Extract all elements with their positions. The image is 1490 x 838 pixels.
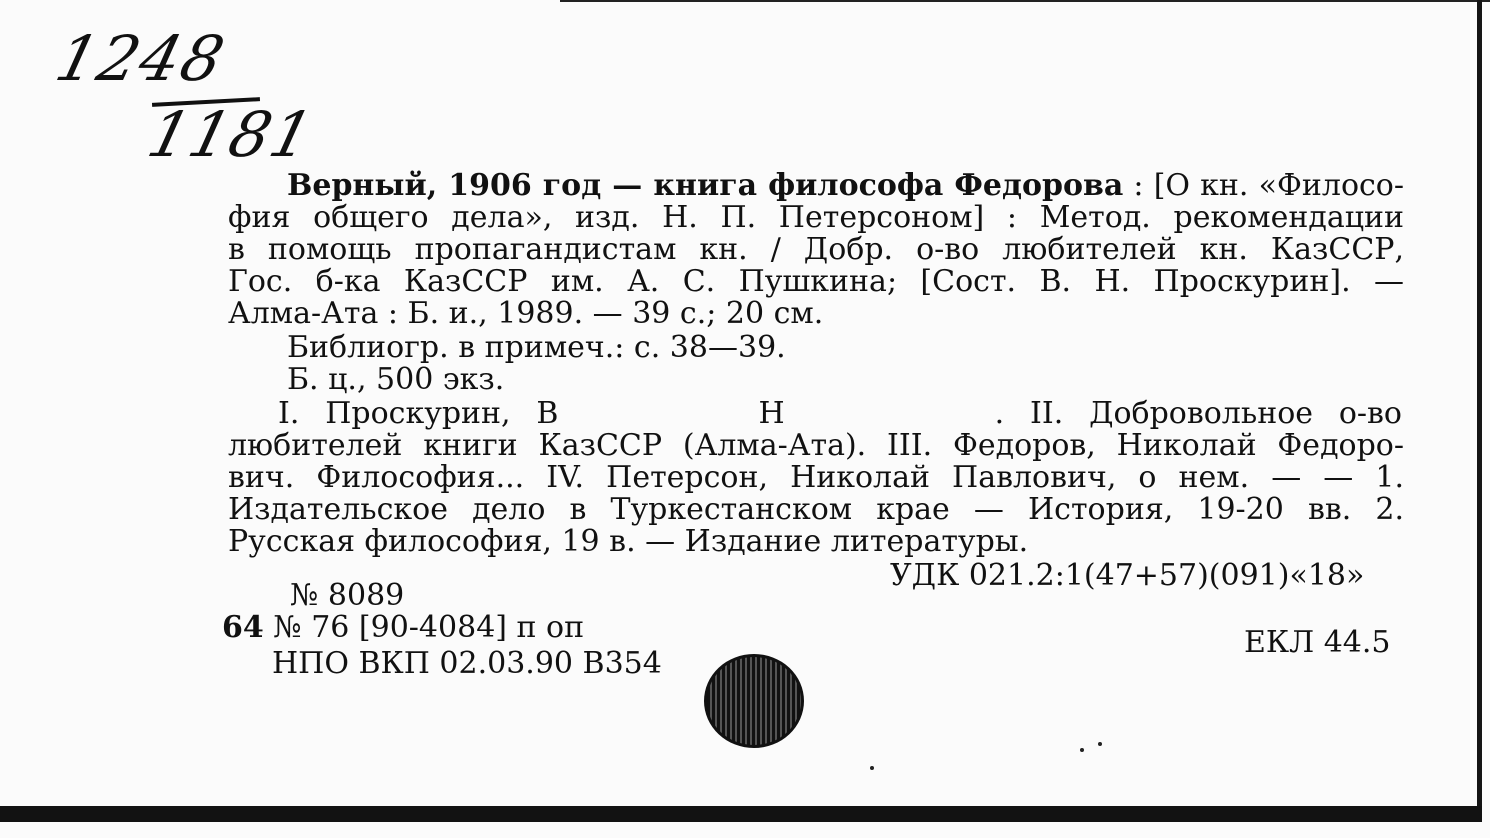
npo-line: НПО ВКП 02.03.90 В354 bbox=[272, 646, 662, 681]
speck bbox=[870, 766, 874, 770]
punch-hole bbox=[704, 654, 804, 748]
order-rest: № 76 [90-4084] п оп bbox=[263, 610, 585, 645]
tracing-line-3: вич. Философия... IV. Петерсон, Николай Павлович, о нем. — — 1. bbox=[228, 460, 1404, 495]
tracing-line-5: Русская философия, 19 в. — Издание литературы. bbox=[228, 524, 1029, 559]
speck bbox=[1098, 742, 1102, 746]
order-line bbox=[222, 612, 584, 644]
description-line-1 bbox=[287, 170, 1404, 202]
order-bold: 64 bbox=[222, 610, 264, 645]
tracing-line-2: любителей книги КазССР (Алма-Ата). III. Федоров, Николай Федоро- bbox=[228, 428, 1404, 463]
description-line-4: Гос. б-ка КазССР им. А. С. Пушкина; [Сост. В. Н. Проскурин]. — bbox=[228, 264, 1404, 299]
price-note: Б. ц., 500 экз. bbox=[287, 362, 505, 397]
description-line-2: фия общего дела», изд. Н. П. Петерсоном] : Метод. рекомендации bbox=[228, 200, 1404, 235]
tracing-line-4: Издательское дело в Туркестанском крае — История, 19-20 вв. 2. bbox=[228, 492, 1404, 527]
card-bottom-edge bbox=[0, 806, 1482, 822]
handwritten-number-bottom: 1181 bbox=[140, 98, 321, 171]
tracing-part-1b: Н bbox=[758, 396, 785, 431]
card-right-edge bbox=[1477, 0, 1482, 820]
book-title: Верный, 1906 год — книга философа Федорова bbox=[287, 168, 1124, 203]
title-remainder: : [О кн. «Филосо- bbox=[1123, 168, 1404, 203]
speck bbox=[1080, 748, 1084, 752]
handwritten-number-top: 1248 bbox=[48, 22, 233, 95]
bibliography-note: Библиогр. в примеч.: с. 38—39. bbox=[287, 330, 786, 365]
card-top-edge bbox=[560, 0, 1490, 2]
ekl-code: ЕКЛ 44.5 bbox=[1244, 625, 1391, 660]
description-line-5: Алма-Ата : Б. и., 1989. — 39 с.; 20 см. bbox=[228, 296, 824, 331]
udk-code: УДК 021.2:1(47+57)(091)«18» bbox=[890, 558, 1365, 593]
tracing-part-1c: . II. Добровольное о-во bbox=[994, 396, 1402, 431]
description-line-3: в помощь пропагандистам кн. / Добр. о-во любителей кн. КазССР, bbox=[228, 232, 1404, 267]
tracing-part-1a: I. Проскурин, В bbox=[278, 396, 559, 431]
tracing-line-1 bbox=[278, 398, 1402, 430]
card-number: № 8089 bbox=[290, 578, 405, 613]
